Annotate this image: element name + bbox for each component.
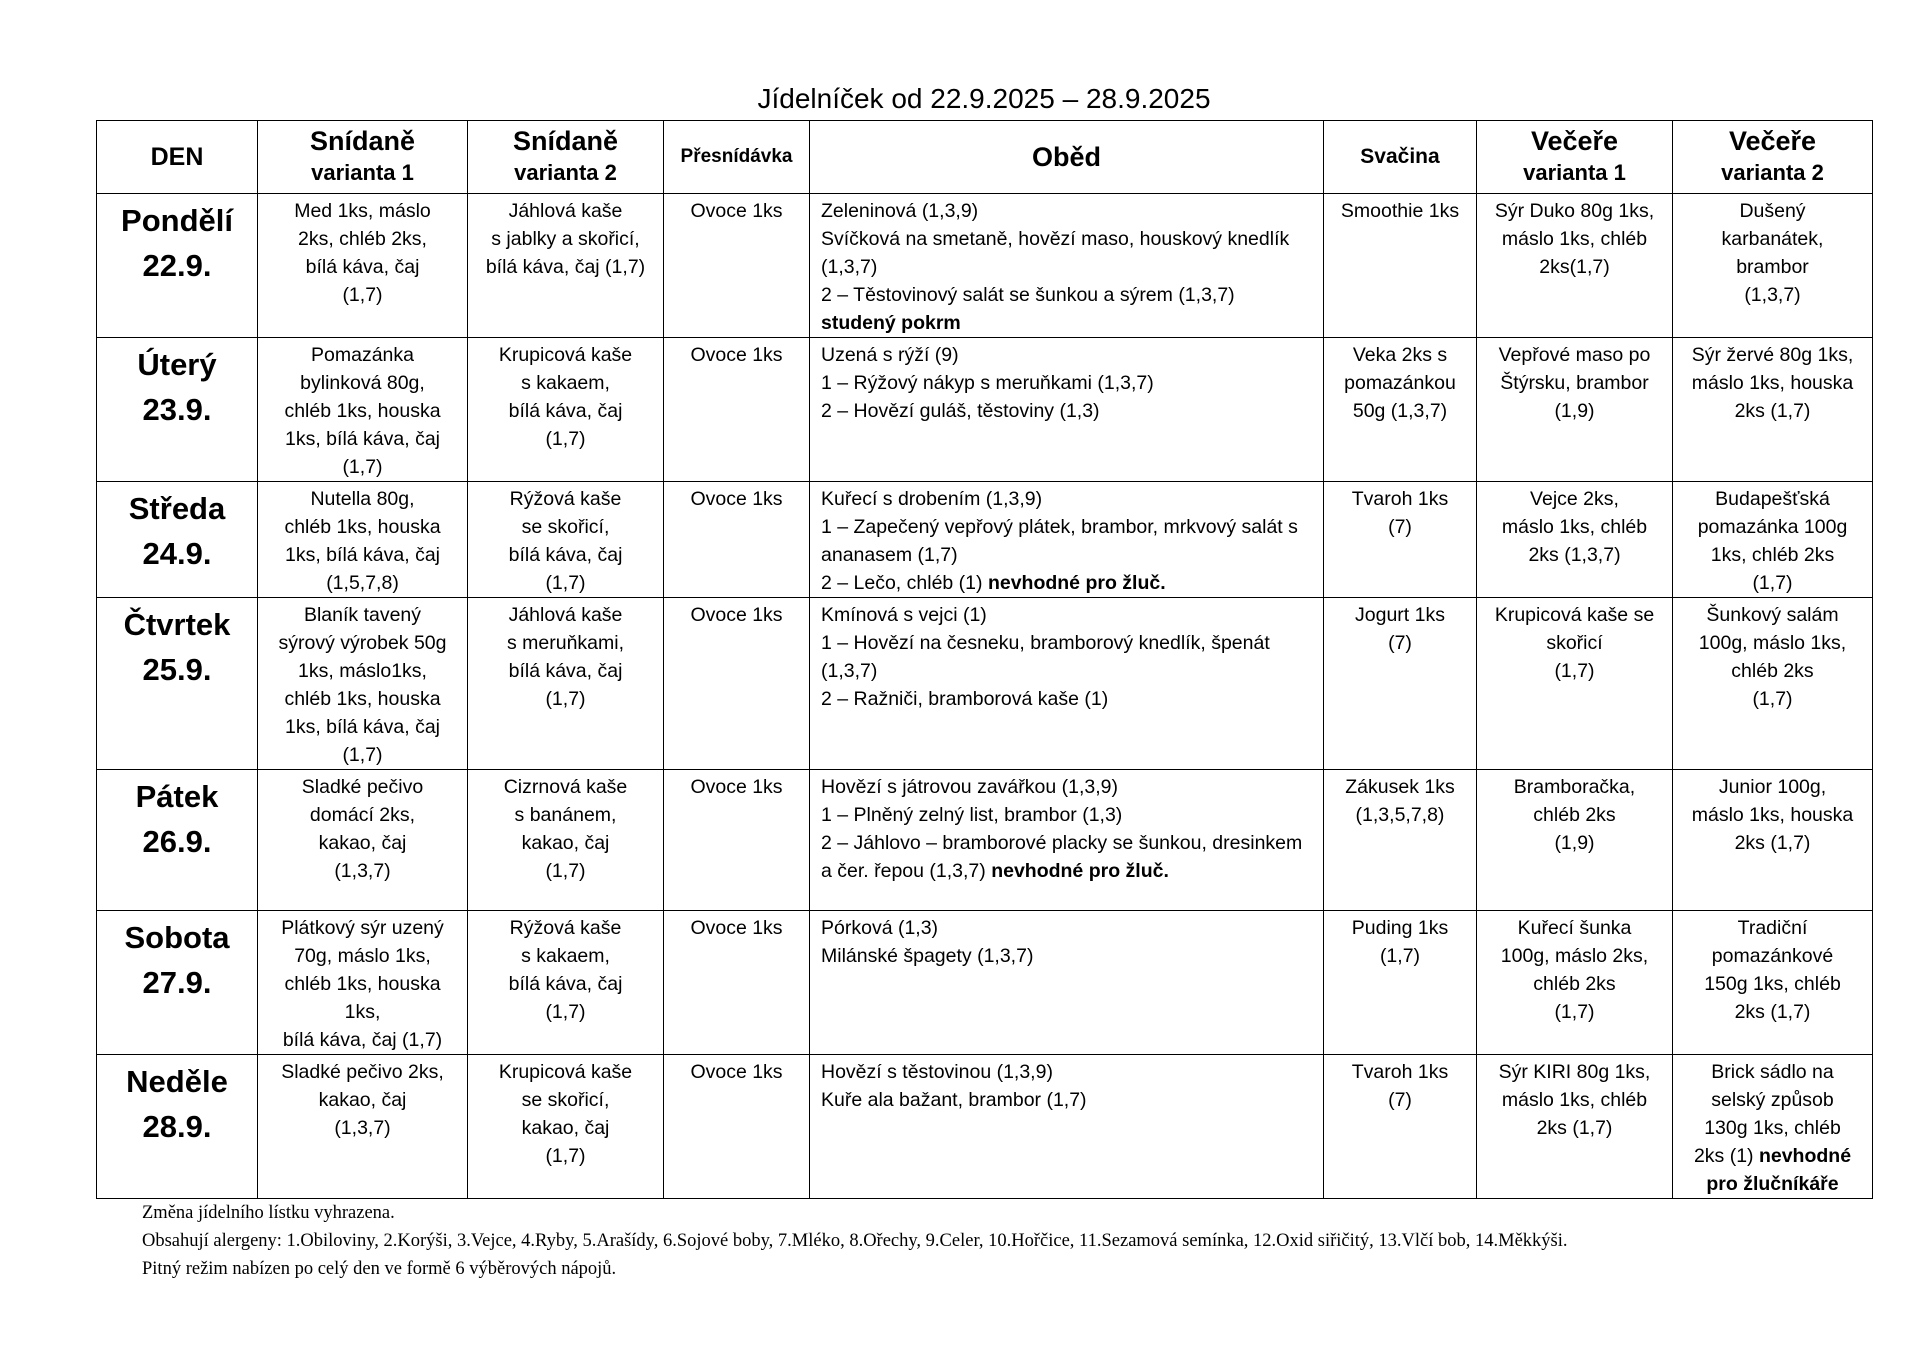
vecere-2-cell: Šunkový salám 100g, máslo 1ks, chléb 2ks (1,7) xyxy=(1673,598,1873,770)
obed-line: Svíčková na smetaně, hovězí maso, houskový knedlík (1,3,7) xyxy=(821,228,1290,278)
obed-line: Milánské špagety (1,3,7) xyxy=(821,945,1034,967)
vecere-2-cell: Junior 100g, máslo 1ks, houska 2ks (1,7) xyxy=(1673,770,1873,911)
snidane-1-cell: Nutella 80g, chléb 1ks, houska 1ks, bílá káva, čaj (1,5,7,8) xyxy=(258,482,468,598)
vecere-1-cell: Vepřové maso po Štýrsku, brambor (1,9) xyxy=(1477,338,1673,482)
day-name: Úterý xyxy=(137,347,217,382)
snidane-2-cell: Cizrnová kaše s banánem, kakao, čaj (1,7) xyxy=(468,770,664,911)
day-date: 27.9. xyxy=(142,965,212,1000)
obed-line: 1 – Plněný zelný list, brambor (1,3) xyxy=(821,804,1123,826)
header-snidane-2: Snídaně varianta 2 xyxy=(468,121,664,194)
header-svacina: Svačina xyxy=(1324,121,1477,194)
header-snidane-1: Snídaně varianta 1 xyxy=(258,121,468,194)
svacina-cell: Zákusek 1ks (1,3,5,7,8) xyxy=(1324,770,1477,911)
svacina-cell: Tvaroh 1ks (7) xyxy=(1324,482,1477,598)
svacina-cell: Veka 2ks s pomazánkou 50g (1,3,7) xyxy=(1324,338,1477,482)
obed-line: Hovězí s těstovinou (1,3,9) xyxy=(821,1061,1053,1083)
snidane-1-cell: Sladké pečivo domácí 2ks, kakao, čaj (1,3,7) xyxy=(258,770,468,911)
header-obed: Oběd xyxy=(810,121,1324,194)
day-date: 22.9. xyxy=(142,248,212,283)
day-cell xyxy=(97,194,258,338)
menu-body xyxy=(97,194,1873,1199)
obed-cell xyxy=(810,911,1324,1055)
footer-notes xyxy=(142,1199,1568,1283)
snidane-2-cell: Krupicová kaše se skořicí, kakao, čaj (1,7) xyxy=(468,1055,664,1199)
vecere-2-cell: Dušený karbanátek, brambor (1,3,7) xyxy=(1673,194,1873,338)
day-cell xyxy=(97,338,258,482)
obed-line: 2 – Hovězí guláš, těstoviny (1,3) xyxy=(821,400,1100,422)
day-row xyxy=(97,482,1873,598)
presnidavka-cell: Ovoce 1ks xyxy=(664,770,810,911)
vecere-1-cell: Krupicová kaše se skořicí (1,7) xyxy=(1477,598,1673,770)
vecere-1-cell: Sýr Duko 80g 1ks, máslo 1ks, chléb 2ks(1,7) xyxy=(1477,194,1673,338)
snidane-2-cell: Rýžová kaše s kakaem, bílá káva, čaj (1,7) xyxy=(468,911,664,1055)
day-cell xyxy=(97,911,258,1055)
day-row xyxy=(97,1055,1873,1199)
obed-line: 1 – Rýžový nákyp s meruňkami (1,3,7) xyxy=(821,372,1154,394)
presnidavka-cell: Ovoce 1ks xyxy=(664,338,810,482)
day-date: 25.9. xyxy=(142,652,212,687)
warning-note: nevhodné pro žluč. xyxy=(991,860,1169,882)
snidane-2-cell: Rýžová kaše se skořicí, bílá káva, čaj (1,7) xyxy=(468,482,664,598)
snidane-1-cell: Blaník tavený sýrový výrobek 50g 1ks, máslo1ks, chléb 1ks, houska 1ks, bílá káva, čaj (1,7) xyxy=(258,598,468,770)
vecere-2-cell: Tradiční pomazánkové 150g 1ks, chléb 2ks (1,7) xyxy=(1673,911,1873,1055)
obed-line: 1 – Zapečený vepřový plátek, brambor, mrkvový salát s ananasem (1,7) xyxy=(821,516,1298,566)
header-presnidavka: Přesnídávka xyxy=(664,121,810,194)
svacina-cell: Puding 1ks (1,7) xyxy=(1324,911,1477,1055)
obed-cell xyxy=(810,338,1324,482)
day-row xyxy=(97,598,1873,770)
snidane-2-cell: Jáhlová kaše s meruňkami, bílá káva, čaj (1,7) xyxy=(468,598,664,770)
day-row xyxy=(97,770,1873,911)
presnidavka-cell: Ovoce 1ks xyxy=(664,598,810,770)
svacina-cell: Tvaroh 1ks (7) xyxy=(1324,1055,1477,1199)
presnidavka-cell: Ovoce 1ks xyxy=(664,194,810,338)
day-cell xyxy=(97,770,258,911)
obed-line: 2 – Ražniči, bramborová kaše (1) xyxy=(821,688,1109,710)
obed-cell xyxy=(810,770,1324,911)
snidane-1-cell: Med 1ks, máslo 2ks, chléb 2ks, bílá káva, čaj (1,7) xyxy=(258,194,468,338)
day-date: 26.9. xyxy=(142,824,212,859)
presnidavka-cell: Ovoce 1ks xyxy=(664,911,810,1055)
day-name: Neděle xyxy=(126,1064,228,1099)
note-change: Změna jídelního lístku vyhrazena. xyxy=(142,1203,395,1223)
vecere-2-cell: Brick sádlo na selský způsob 130g 1ks, chléb 2ks (1) nevhodné pro žlučníkáře xyxy=(1673,1055,1873,1199)
day-row xyxy=(97,338,1873,482)
obed-cell xyxy=(810,598,1324,770)
snidane-1-cell: Pomazánka bylinková 80g, chléb 1ks, houska 1ks, bílá káva, čaj (1,7) xyxy=(258,338,468,482)
svacina-cell: Jogurt 1ks (7) xyxy=(1324,598,1477,770)
presnidavka-cell: Ovoce 1ks xyxy=(664,482,810,598)
presnidavka-cell: Ovoce 1ks xyxy=(664,1055,810,1199)
day-date: 28.9. xyxy=(142,1109,212,1144)
obed-line: Kmínová s vejci (1) xyxy=(821,604,987,626)
obed-cell xyxy=(810,482,1324,598)
vecere-1-cell: Vejce 2ks, máslo 1ks, chléb 2ks (1,3,7) xyxy=(1477,482,1673,598)
snidane-1-cell: Plátkový sýr uzený 70g, máslo 1ks, chléb 1ks, houska 1ks, bílá káva, čaj (1,7) xyxy=(258,911,468,1055)
snidane-1-cell: Sladké pečivo 2ks, kakao, čaj (1,3,7) xyxy=(258,1055,468,1199)
vecere-1-cell: Bramboračka, chléb 2ks (1,9) xyxy=(1477,770,1673,911)
vecere-2-cell: Budapešťská pomazánka 100g 1ks, chléb 2ks (1,7) xyxy=(1673,482,1873,598)
obed-line: 1 – Hovězí na česneku, bramborový knedlík, špenát (1,3,7) xyxy=(821,632,1270,682)
obed-line: Uzená s rýží (9) xyxy=(821,344,959,366)
note-drinks: Pitný režim nabízen po celý den ve formě 6 výběrových nápojů. xyxy=(142,1259,617,1279)
obed-line xyxy=(821,309,1313,337)
day-date: 23.9. xyxy=(142,392,212,427)
day-date: 24.9. xyxy=(142,536,212,571)
vecere-1-cell: Kuřecí šunka 100g, máslo 2ks, chléb 2ks (1,7) xyxy=(1477,911,1673,1055)
obed-line: Hovězí s játrovou zavářkou (1,3,9) xyxy=(821,776,1118,798)
vecere-1-cell: Sýr KIRI 80g 1ks, máslo 1ks, chléb 2ks (1,7) xyxy=(1477,1055,1673,1199)
obed-line: 2 – Jáhlovo – bramborové placky se šunkou, dresinkem a čer. řepou (1,3,7) nevhodné pro žluč. xyxy=(821,832,1303,882)
day-row xyxy=(97,911,1873,1055)
day-name: Pondělí xyxy=(121,203,233,238)
obed-cell xyxy=(810,194,1324,338)
obed-line: 2 – Těstovinový salát se šunkou a sýrem (1,3,7) xyxy=(821,284,1235,306)
warning-note: nevhodné xyxy=(1758,1145,1852,1167)
page-title: Jídelníček od 22.9.2025 – 28.9.2025 xyxy=(757,83,1211,114)
menu-table xyxy=(96,120,1873,1199)
snidane-2-cell: Krupicová kaše s kakaem, bílá káva, čaj (1,7) xyxy=(468,338,664,482)
snidane-2-cell: Jáhlová kaše s jablky a skořicí, bílá káva, čaj (1,7) xyxy=(468,194,664,338)
day-name: Pátek xyxy=(135,779,219,814)
day-name: Čtvrtek xyxy=(123,607,231,642)
header-row xyxy=(97,121,1873,194)
obed-line: Kuře ala bažant, brambor (1,7) xyxy=(821,1089,1087,1111)
day-cell xyxy=(97,1055,258,1199)
obed-line: Kuřecí s drobením (1,3,9) xyxy=(821,488,1043,510)
obed-line: Zeleninová (1,3,9) xyxy=(821,200,979,222)
warning-note: studený pokrm xyxy=(821,312,961,334)
day-cell xyxy=(97,482,258,598)
obed-line: Pórková (1,3) xyxy=(821,917,939,939)
header-vecere-1: Večeře varianta 1 xyxy=(1477,121,1673,194)
note-allergens: Obsahují alergeny: 1.Obiloviny, 2.Korýši, 3.Vejce, 4.Ryby, 5.Arašídy, 6.Sojové boby, 7.Mléko, 8.Ořechy, 9.Celer, 10.Hořčice, 11.Sezamová semínka, 12.Oxid siřičitý, 13.Vlčí bob, 14.Měkkýši. xyxy=(142,1231,1568,1251)
svacina-cell: Smoothie 1ks xyxy=(1324,194,1477,338)
warning-note: pro žlučníkáře xyxy=(1706,1173,1839,1195)
vecere-2-cell: Sýr žervé 80g 1ks, máslo 1ks, houska 2ks (1,7) xyxy=(1673,338,1873,482)
day-name: Středa xyxy=(128,491,226,526)
warning-note: nevhodné pro žluč. xyxy=(987,572,1166,594)
day-row xyxy=(97,194,1873,338)
obed-cell xyxy=(810,1055,1324,1199)
day-name: Sobota xyxy=(124,920,230,955)
header-vecere-2: Večeře varianta 2 xyxy=(1673,121,1873,194)
header-den: DEN xyxy=(97,121,258,194)
day-cell xyxy=(97,598,258,770)
obed-line: 2 – Lečo, chléb (1) nevhodné pro žluč. xyxy=(821,572,1166,594)
